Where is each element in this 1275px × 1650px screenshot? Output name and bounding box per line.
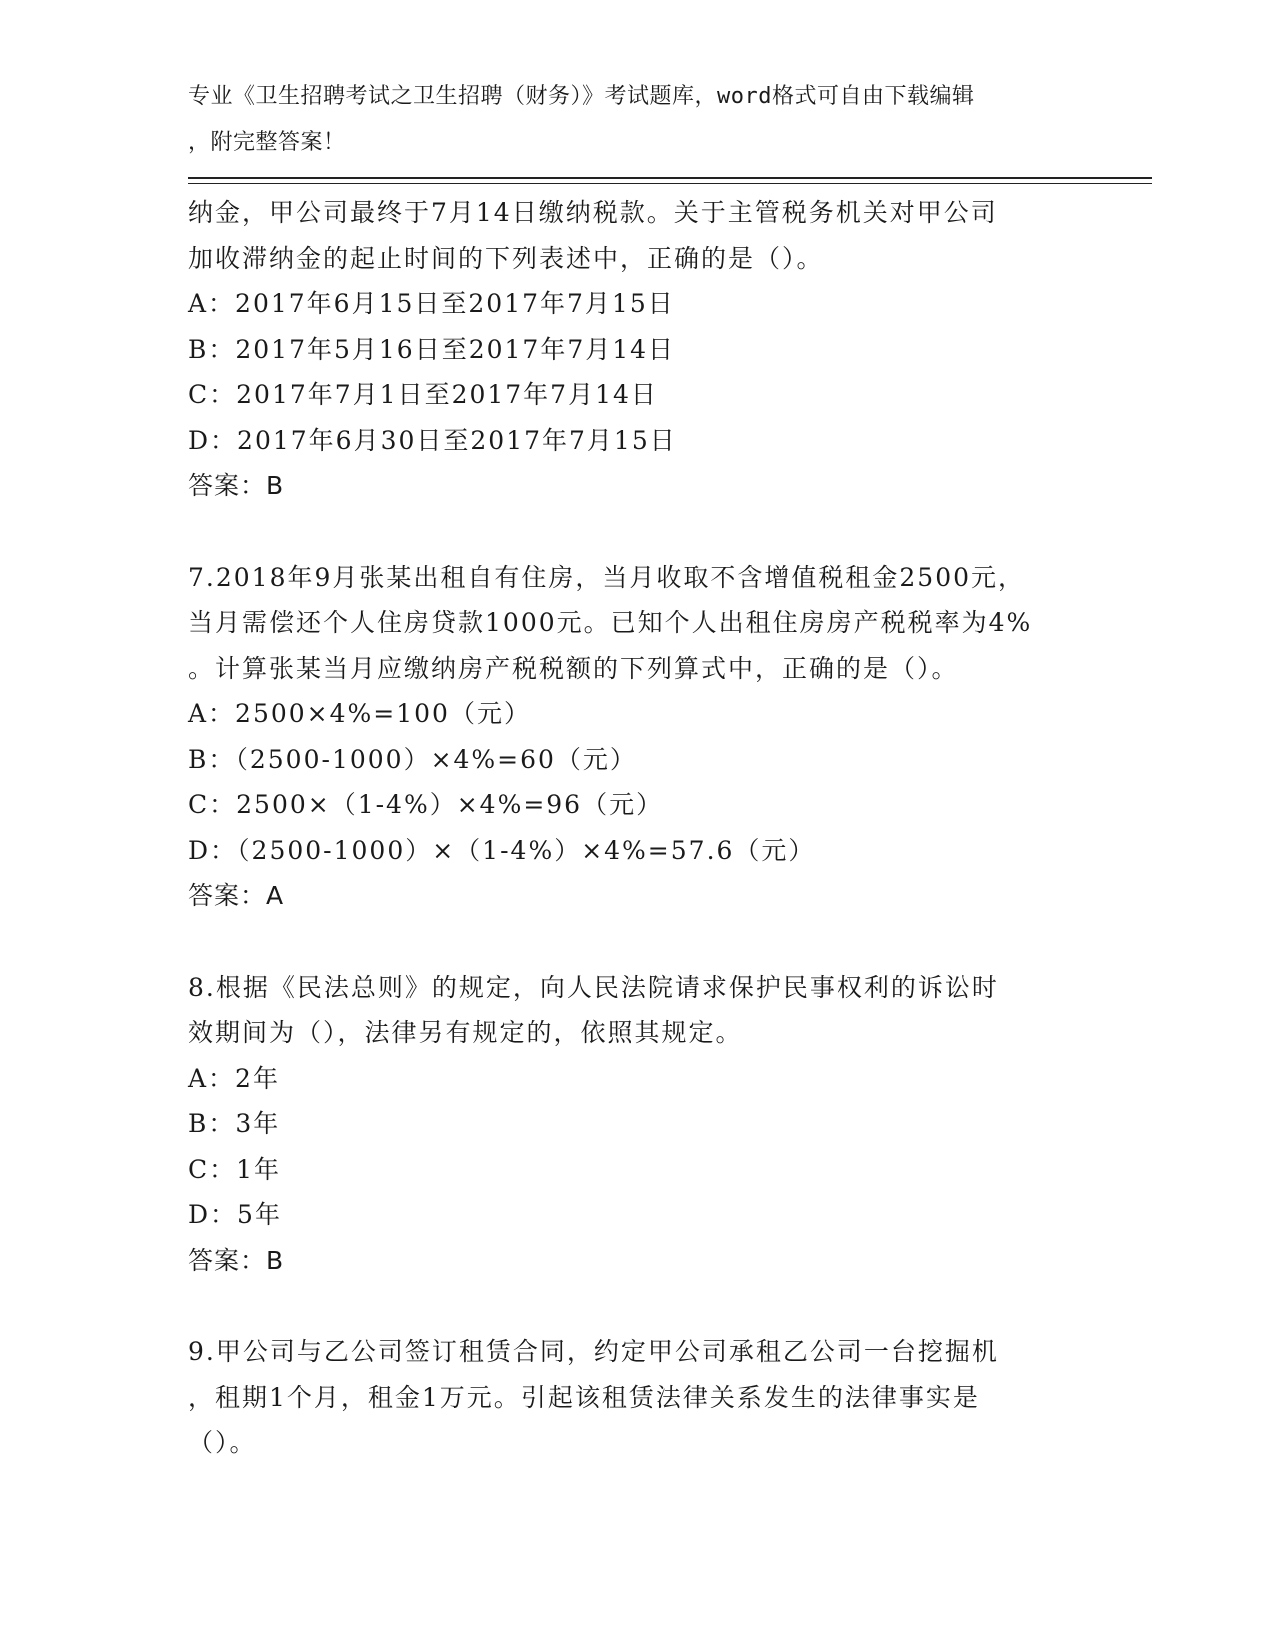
question-text-line: 9.甲公司与乙公司签订租赁合同，约定甲公司承租乙公司一台挖掘机 <box>188 1337 999 1366</box>
option-a: A：2500×4%=100（元） <box>188 699 531 728</box>
question-text-line: 效期间为（），法律另有规定的，依照其规定。 <box>188 1018 743 1047</box>
option-c: C：2017年7月1日至2017年7月14日 <box>188 380 658 409</box>
question-text-line: 当月需偿还个人住房贷款1000元。已知个人出租住房房产税税率为4% <box>188 608 1033 637</box>
option-b: B：3年 <box>188 1109 281 1138</box>
option-a: A：2017年6月15日至2017年7月15日 <box>188 289 675 318</box>
question-text-line: 纳金，甲公司最终于7月14日缴纳税款。关于主管税务机关对甲公司 <box>188 198 998 227</box>
answer-line: 答案：A <box>188 881 285 910</box>
header-rule-thick <box>188 177 1152 179</box>
option-d: D：（2500-1000）×（1-4%）×4%=57.6（元） <box>188 835 816 865</box>
spacer <box>188 919 1088 965</box>
option-d: D：5年 <box>188 1200 282 1229</box>
question-text-line: 8.根据《民法总则》的规定，向人民法院请求保护民事权利的诉讼时 <box>188 972 999 1002</box>
answer-line: 答案：B <box>188 471 285 500</box>
header-line-2: ，附完整答案！ <box>188 129 346 155</box>
header-line-1: 专业《卫生招聘考试之卫生招聘（财务）》考试题库，word格式可自由下载编辑 <box>188 84 975 109</box>
option-d: D：2017年6月30日至2017年7月15日 <box>188 425 677 455</box>
question-text-line: ，租期1个月，租金1万元。引起该租赁法律关系发生的法律事实是 <box>188 1382 980 1412</box>
question-text-line: 加收滞纳金的起止时间的下列表述中，正确的是（）。 <box>188 243 824 273</box>
question-text-line: 。计算张某当月应缴纳房产税税额的下列算式中，正确的是（）。 <box>188 653 959 683</box>
document-header <box>188 74 1068 165</box>
question-6 <box>188 190 1088 509</box>
question-text-line: （）。 <box>188 1428 257 1457</box>
question-8 <box>188 965 1088 1284</box>
question-9 <box>188 1329 1088 1466</box>
answer-line: 答案：B <box>188 1245 285 1275</box>
option-a: A：2年 <box>188 1063 280 1093</box>
option-b: B：（2500-1000）×4%=60（元） <box>188 744 637 774</box>
option-c: C：2500×（1-4%）×4%=96（元） <box>188 790 664 819</box>
header-rule-thin <box>188 183 1152 184</box>
option-b: B：2017年5月16日至2017年7月14日 <box>188 334 676 364</box>
question-text-line: 7.2018年9月张某出租自有住房，当月收取不含增值税租金2500元， <box>188 562 1026 592</box>
document-body <box>188 190 1088 1466</box>
spacer <box>188 1283 1088 1329</box>
spacer <box>188 509 1088 555</box>
option-c: C：1年 <box>188 1154 282 1184</box>
question-7 <box>188 555 1088 919</box>
